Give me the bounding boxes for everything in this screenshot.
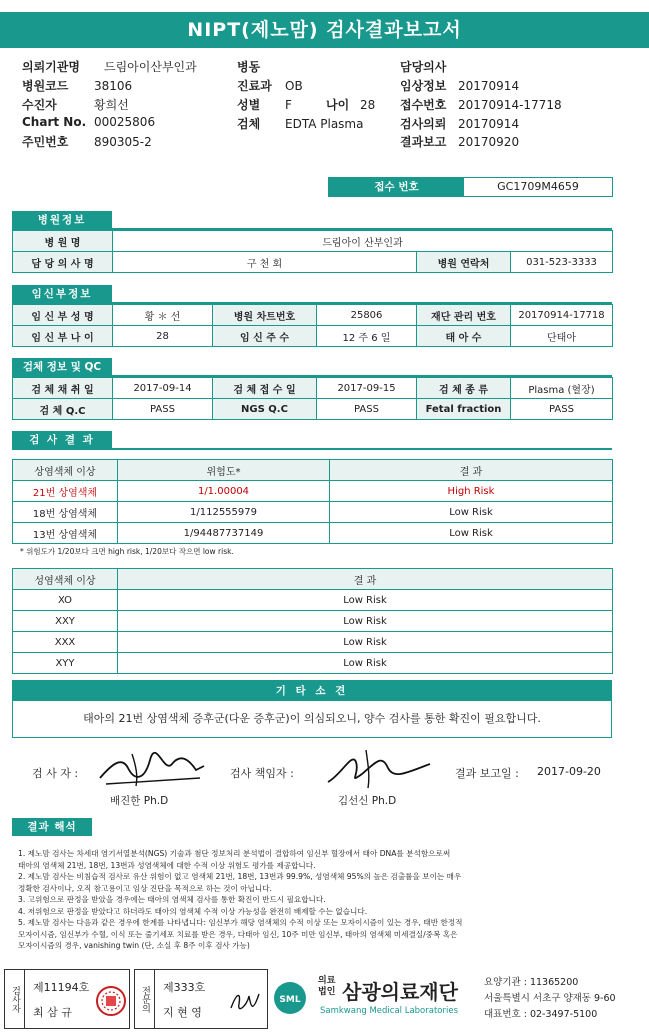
org-prefix-line1: 의료 [318, 976, 336, 986]
section-hospital: 병원정보 [12, 211, 112, 229]
seal-stamp-icon [95, 985, 127, 1017]
sex-result: Low Risk [118, 611, 613, 632]
header-row: 접수번호 20170914-17718 [400, 98, 562, 112]
header-row: 담당의사 [400, 60, 447, 74]
manager-signature-icon [318, 744, 438, 792]
header-row: Chart No. 00025806 [22, 115, 156, 129]
org-code: 요양기관 : 11365200 [484, 977, 579, 988]
sex-type: XXY [13, 611, 118, 632]
risk-note: * 위험도가 1/20보다 크면 high risk, 1/20보다 작으면 low risk. [20, 547, 234, 556]
col-sex-chromosome: 성염색체 이상 [13, 569, 118, 590]
result-value: Low Risk [330, 502, 613, 523]
opinion-text: 태아의 21번 상염색체 증후군(다운 증후군)이 의심되오니, 양수 검사를 통한 확진이 필요합니다. [83, 712, 541, 725]
interpretation-line: 태아의 염색체 21번, 18번, 13번과 성염색체에 대한 수적 이상 위험도 평가를 제공합니다. [18, 860, 316, 870]
sex-type: XYY [13, 653, 118, 674]
ngs-qc-value: PASS [317, 399, 417, 420]
pregnant-name-label: 임 신 부 성 명 [13, 305, 113, 326]
risk-value: 1/112555979 [118, 502, 330, 523]
sex-type: XXX [13, 632, 118, 653]
fetal-fraction-value: PASS [511, 399, 613, 420]
header-row: 진료과 OB [237, 79, 303, 93]
sex-chromosome-table [12, 568, 613, 674]
receipt-number-box [328, 177, 613, 197]
collect-date-label: 검 체 채 취 일 [13, 378, 113, 399]
pregnant-age-value: 28 [113, 326, 213, 347]
specimen-qc-value: PASS [113, 399, 213, 420]
sex-result: Low Risk [118, 590, 613, 611]
mgmt-no-value: 20170914-17718 [511, 305, 613, 326]
chromosome-name: 13번 상염색체 [13, 523, 118, 544]
section-pregnant: 임신부정보 [12, 285, 112, 303]
table-row [13, 632, 613, 653]
sex-result: Low Risk [118, 632, 613, 653]
chart-no-label: 병원 차트번호 [213, 305, 317, 326]
contact-value: 031-523-3333 [511, 252, 613, 273]
org-prefix [318, 976, 335, 998]
header-row: 의뢰기관명 드림아이산부인과 [22, 60, 197, 74]
specialist-signature-icon [227, 986, 263, 1016]
tester-license-name: 최 삼 규 [33, 1006, 72, 1019]
interpretation-line: 5. 제노맘 검사는 다음과 같은 경우에 한계를 나타냅니다: 임신부가 해당 염색체의 수적 이상 또는 모자이시즘이 있는 경우, 태반 한정적 [18, 918, 463, 927]
report-date-label: 결과 보고일 : [455, 767, 519, 780]
specimen-qc-label: 검 체 Q.C [13, 399, 113, 420]
doctor-value: 구 천 회 [113, 252, 417, 273]
section-divider [12, 448, 612, 450]
pregnant-name-value: 황 ＊ 선 [113, 305, 213, 326]
hospital-name-label: 병 원 명 [13, 231, 113, 252]
header-row: 검체 EDTA Plasma [237, 117, 364, 131]
tester-license-no: 제11194호 [33, 981, 90, 994]
sml-logo-text: SML [279, 995, 301, 1005]
report-title: NIPT(제노맘) 검사결과보고서 [0, 12, 649, 48]
col-sex-result: 결 과 [118, 569, 613, 590]
fetus-count-value: 단태아 [511, 326, 613, 347]
header-row: 검사의뢰 20170914 [400, 117, 520, 131]
header-row: 성별 F [237, 98, 292, 112]
result-value: Low Risk [330, 523, 613, 544]
table-row [13, 502, 613, 523]
opinion-header: 기 타 소 견 [13, 681, 611, 701]
mgmt-no-label: 재단 관리 번호 [417, 305, 511, 326]
specialist-license-name: 지 현 영 [163, 1006, 202, 1019]
header-row: 결과보고 20170920 [400, 135, 520, 149]
col-autosome: 상염색체 이상 [13, 460, 118, 481]
fetus-count-label: 태 아 수 [417, 326, 511, 347]
section-results: 검 사 결 과 [12, 431, 112, 449]
sex-type: XO [13, 590, 118, 611]
col-risk: 위험도* [118, 460, 330, 481]
receipt-label: 접수 번호 [329, 178, 464, 196]
table-row [13, 523, 613, 544]
collect-date-value: 2017-09-14 [113, 378, 213, 399]
specialist-license-no: 제333호 [163, 981, 206, 994]
receive-date-label: 검 체 접 수 일 [213, 378, 317, 399]
receive-date-value: 2017-09-15 [317, 378, 417, 399]
fetal-fraction-label: Fetal fraction [417, 399, 511, 420]
contact-label: 병원 연락처 [417, 252, 511, 273]
sml-logo-icon [272, 980, 308, 1016]
chromosome-name: 21번 상염색체 [13, 481, 118, 502]
header-row: 수진자 황희선 [22, 98, 129, 112]
interpretation-line: 모자이시즘의 경우, vanishing twin (단, 소실 후 8주 이후 검사 가능) [18, 941, 250, 950]
chart-no-value: 25806 [317, 305, 417, 326]
tester-name: 배진한 Ph.D [110, 795, 169, 807]
interpretation-line: 3. 고위험으로 판정을 받았을 경우에는 태아의 염색체 검사를 통한 확진이 반드시 필요합니다. [18, 895, 326, 904]
manager-label: 검사 책임자 : [230, 767, 294, 780]
header-row: 병원코드 38106 [22, 79, 133, 93]
pregnant-table [12, 304, 613, 347]
hospital-table [12, 230, 613, 273]
header-row: 임상정보 20170914 [400, 79, 520, 93]
sex-result: Low Risk [118, 653, 613, 674]
footer [0, 966, 649, 1035]
risk-value: 1/94487737149 [118, 523, 330, 544]
header-row: 병동 [237, 60, 261, 74]
org-name: 삼광의료재단 [342, 980, 458, 1004]
tester-license-side: 검사자 [5, 970, 25, 1028]
org-prefix-line2: 법인 [318, 987, 336, 997]
opinion-box [12, 680, 612, 738]
specimen-type-label: 검 체 종 류 [417, 378, 511, 399]
tester-license-box [4, 969, 130, 1029]
tester-signature-icon [92, 744, 212, 792]
table-row [13, 590, 613, 611]
autosome-results-table [12, 459, 613, 544]
specimen-type-value: Plasma (혈장) [511, 378, 613, 399]
header-age: 나이 28 [326, 98, 376, 112]
tester-label: 검 사 자 : [32, 767, 79, 780]
interpretation-line: 2. 제노맘 검사는 비침습적 검사로 유산 위험이 없고 염색체 21번, 18번, 13번과 99.9%, 성염색체 95%의 높은 검출률을 보이는 매우 [18, 872, 462, 881]
org-eng-name: Samkwang Medical Laboratories [320, 1006, 459, 1016]
specimen-table [12, 377, 613, 420]
doctor-label: 담 당 의 사 명 [13, 252, 113, 273]
org-phone: 대표번호 : 02-3497-5100 [484, 1009, 598, 1020]
receipt-value: GC1709M4659 [497, 180, 579, 193]
weeks-value: 12 주 6 일 [317, 326, 417, 347]
ngs-qc-label: NGS Q.C [213, 399, 317, 420]
col-result: 결 과 [330, 460, 613, 481]
interpretation-text [18, 848, 603, 952]
specialist-license-side: 전문의 [135, 970, 155, 1028]
interpretation-line: 1. 제노맘 검사는 차세대 염기서열분석(NGS) 기술과 첨단 정보처리 분석법이 결합하여 임신부 혈장에서 태아 DNA를 분석함으로써 [18, 849, 451, 858]
table-row [13, 653, 613, 674]
interpretation-line: 모자이시즘, 임신부가 수혈, 이식 또는 줄기세포 치료를 받은 경우, 다태아 임신, 10주 미만 임신부, 태아의 염색체 미세결실/중복 혹은 [18, 929, 458, 939]
interpretation-line: 4. 저위험으로 판정을 받았다고 하더라도 태아의 염색체 수적 이상 가능성을 완전히 배제할 수는 없습니다. [18, 906, 368, 916]
specialist-license-box [134, 969, 268, 1029]
interpretation-line: 정확한 검사이나, 오직 참고용이고 임상 진단을 목적으로 하는 것이 아닙니다. [18, 883, 272, 893]
org-address: 서울특별시 서초구 양재동 9-60 [484, 993, 616, 1004]
risk-value: 1/1.00004 [118, 481, 330, 502]
hospital-name-value: 드림아이 산부인과 [113, 231, 613, 252]
header-row: 주민번호 890305-2 [22, 135, 152, 149]
pregnant-age-label: 임 신 부 나 이 [13, 326, 113, 347]
table-row [13, 481, 613, 502]
table-row [13, 611, 613, 632]
chromosome-name: 18번 상염색체 [13, 502, 118, 523]
section-interpretation: 결과 해석 [12, 818, 92, 836]
section-specimen: 검체 정보 및 QC [12, 358, 112, 376]
report-date-value: 2017-09-20 [537, 765, 601, 778]
result-value: High Risk [330, 481, 613, 502]
manager-name: 김선신 Ph.D [338, 795, 397, 807]
weeks-label: 임 신 주 수 [213, 326, 317, 347]
